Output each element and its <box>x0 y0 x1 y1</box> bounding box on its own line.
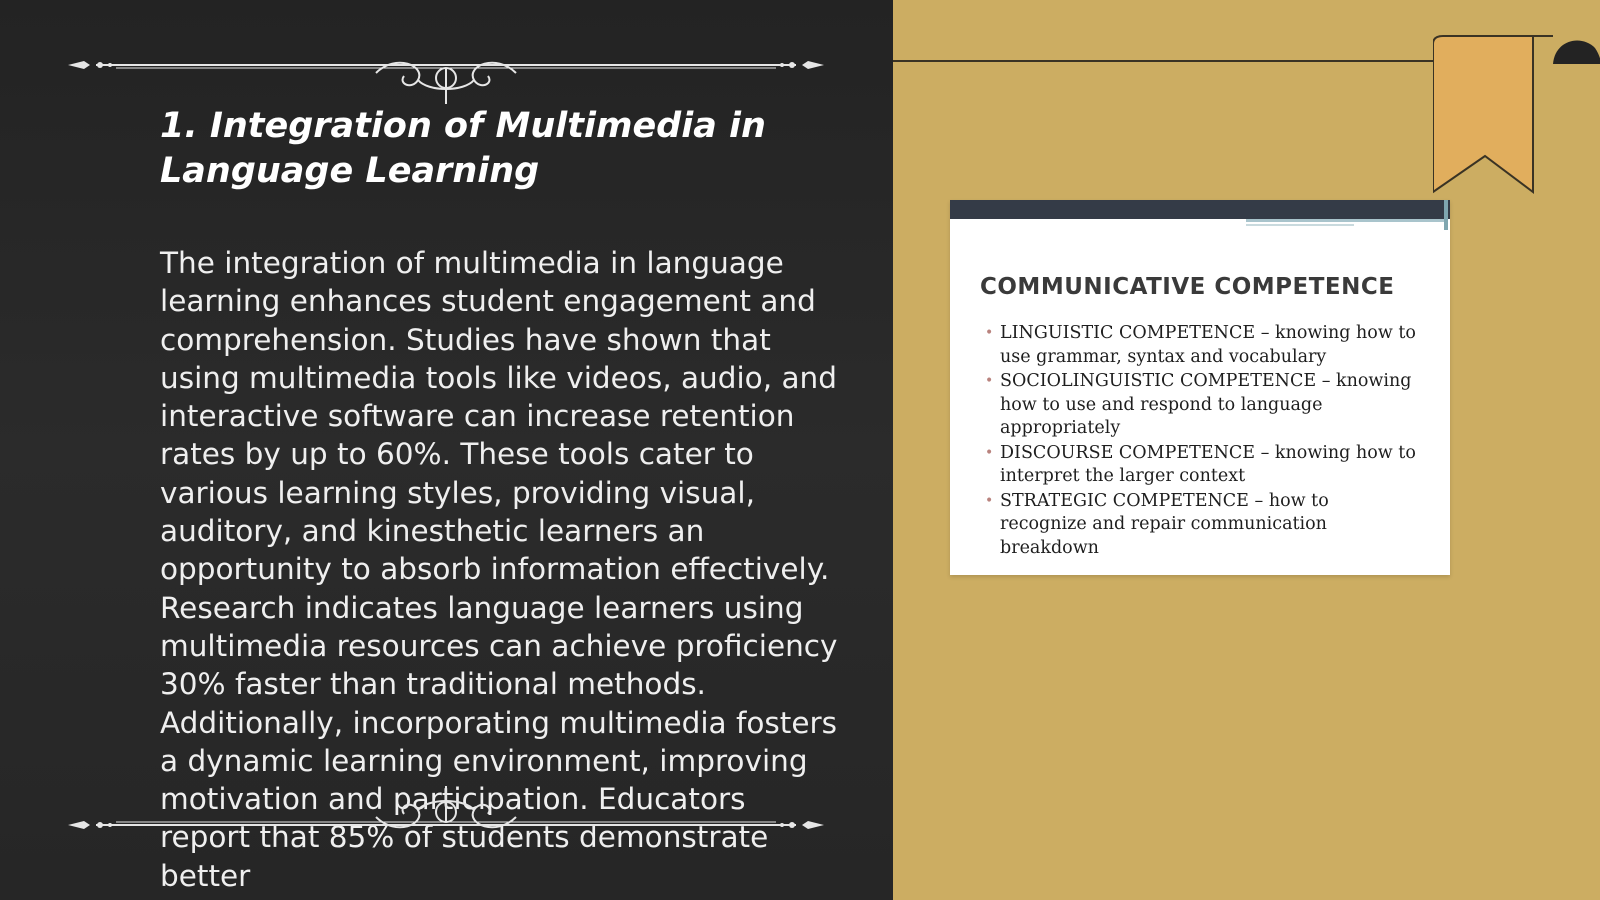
slide-thumbnail <box>950 200 1450 575</box>
thumbnail-bullet-list <box>980 322 1420 561</box>
thumbnail-header-bar <box>950 200 1450 219</box>
list-item: • DISCOURSE COMPETENCE – knowing how to interpret the larger context <box>980 442 1420 489</box>
thumbnail-edge-accent <box>1444 200 1448 230</box>
slide-title <box>160 104 840 194</box>
scroll-ornament-top <box>66 48 826 108</box>
thumbnail-accent-line-thin <box>1246 224 1354 226</box>
thumbnail-title: COMMUNICATIVE COMPETENCE <box>980 274 1395 300</box>
list-item: • STRATEGIC COMPETENCE – how to recognize and repair communication breakdown <box>980 490 1420 561</box>
slide-body-text: The integration of multimedia in language learning enhances student engagement and comprehension. Studies have shown that using multimedia tools like videos, audio, and interactive software can increase retention rates by up to 60%. These tools cater to various learning styles, providing visual, auditory, and kinesthetic learners an opportunity to absorb information effectively. Research indicates language learners using multimedia resources can achieve proficiency 30% faster than traditional methods. Additionally, incorporating multimedia fosters a dynamic learning environment, improving motivation and participation. Educators report that 85% of students demonstrate better <box>160 246 838 893</box>
list-item: • SOCIOLINGUISTIC COMPETENCE – knowing how to use and respond to language appropriately <box>980 370 1420 441</box>
slide-title-line1: 1. Integration of Multimedia in <box>160 106 766 146</box>
thumbnail-accent-line <box>1246 219 1446 222</box>
list-item: • LINGUISTIC COMPETENCE – knowing how to use grammar, syntax and vocabulary <box>980 322 1420 369</box>
bookmark-ribbon-icon <box>1433 34 1600 199</box>
scroll-ornament-bottom <box>66 782 826 842</box>
slide-title-line2: Language Learning <box>160 151 540 191</box>
divider-line <box>893 60 1438 62</box>
image-panel <box>893 0 1600 900</box>
